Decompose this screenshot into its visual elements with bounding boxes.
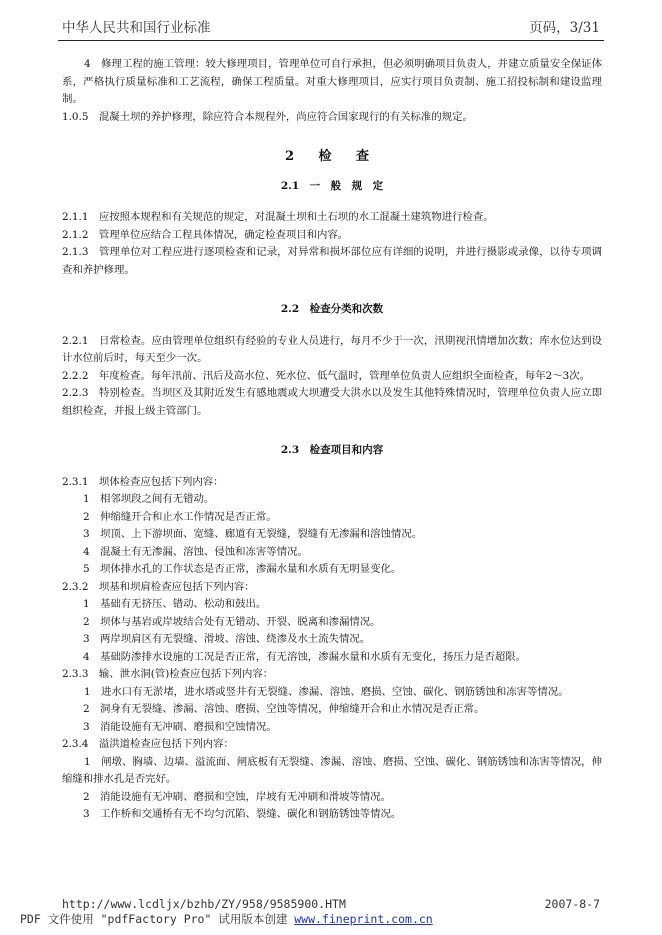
list-item: 1 基础有无挤压、错动、松动和鼓出。 [83,598,267,610]
list-item: 1 相邻坝段之间有无错动。 [83,493,215,505]
clause: 2.2.1 日常检查。应由管理单位组织有经验的专业人员进行，每月不少于一次，汛期视汛情增加次数；库水位达到设计水位前后时，每天至少一次。 [62,334,602,364]
clause: 2.1.1 应按照本规程和有关规范的规定，对混凝土坝和土石坝的水工混凝土建筑物进行检查。 [62,211,494,223]
page-header [62,16,600,38]
list-item: 2 坝体与基岩或岸坡结合处有无错动、开裂、脱离和渗漏情况。 [83,615,381,628]
list-item: 4 混凝土有无渗漏、溶蚀、侵蚀和冻害等情况。 [83,545,308,558]
clause-lead: 2.3.1 坝体检查应包括下列内容： [62,475,224,488]
clause-lead: 2.3.4 溢洪道检查应包括下列内容： [62,738,234,750]
clause-lead: 2.3.2 坝基和坝肩检查应包括下列内容： [62,580,255,593]
clause-lead: 2.3.3 输、泄水洞(管)检查应包括下列内容： [62,668,274,680]
section-title: 2.2 检查分类和次数 [280,303,384,315]
intro-paragraph: 4 修理工程的施工管理：较大修理项目，管理单位可自行承担，但必须明确项目负责人，并建立质量安全保证体系，严格执行质量标准和工艺流程，确保工程质量。对重大修理项目，应实行项目负责制、施工招投标制和建设监理制。 [62,58,602,105]
print-date: 2007-8-7 [544,897,600,911]
section-title: 2.3 检查项目和内容 [280,444,384,456]
document-body [62,56,602,824]
clause: 2.2.3 特别检查。当坝区及其附近发生有感地震或大坝遭受大洪水以及发生其他特殊情况时，管理单位负责人应立即组织检查，并报上级主管部门。 [62,387,602,417]
clause: 2.1.3 管理单位对工程应进行逐项检查和记录，对异常和损坏部位应有详细的说明，并进行摄影或录像，以待专项调查和养护修理。 [62,246,602,276]
fineprint-link[interactable]: www.fineprint.com.cn [294,912,433,926]
list-item: 3 两岸坝肩区有无裂缝、滑坡、溶蚀、绕渗及水土流失情况。 [83,633,371,645]
chapter-title: 2 检 查 [284,149,380,164]
header-rule [58,40,604,41]
clause: 2.1.2 管理单位应结合工程具体情况，确定检查项目和内容。 [62,228,349,241]
list-item: 2 消能设施有无冲刷、磨损和空蚀，岸坡有无冲刷和滑坡等情况。 [83,790,391,803]
list-item: 5 坝体排水孔的工作状态是否正常，渗漏水量和水质有无明显变化。 [83,563,402,575]
list-item: 3 消能设施有无冲刷、磨损和空蚀情况。 [83,720,277,733]
intro-paragraph: 1.0.5 混凝土坝的养护修理，除应符合本规程外，尚应符合国家现行的有关标准的规定。 [62,110,473,123]
pdf-creator-text: PDF 文件使用 "pdfFactory Pro" 试用版本创建 [20,912,295,926]
list-item: 2 洞身有无裂缝、渗漏、溶蚀、磨损、空蚀等情况，伸缩缝开合和止水情况是否正常。 [83,703,485,715]
list-item: 1 进水口有无淤堵，进水塔或竖井有无裂缝、渗漏、溶蚀、磨损、空蚀、碳化、钢筋锈蚀和冻害等情况。 [84,685,569,698]
list-item: 2 伸缩缝开合和止水工作情况是否正常。 [83,510,277,523]
list-item: 3 坝顶、上下游坝面、宽缝、廊道有无裂缝，裂缝有无渗漏和溶蚀情况。 [83,528,423,540]
page-number: 页码，3/31 [529,20,600,36]
clause: 2.2.2 年度检查。每年汛前、汛后及高水位、死水位、低气温时，管理单位负责人应组织全面检查，每年2～3次。 [62,369,591,382]
list-item: 1 闸墩、胸墙、边墙、溢流面、闸底板有无裂缝、渗漏、溶蚀、磨损、空蚀、碳化、钢筋锈蚀和冻害等情况，伸缩缝和排水孔是否完好。 [62,755,602,785]
list-item: 3 工作桥和交通桥有无不均匀沉陷、裂缝、碳化和钢筋锈蚀等情况。 [83,808,402,820]
list-item: 4 基础防渗排水设施的工况是否正常，有无溶蚀，渗漏水量和水质有无变化，扬压力是否超限。 [83,650,527,663]
standard-title: 中华人民共和国行业标准 [62,20,211,36]
section-title: 2.1 一 般 规 定 [280,179,384,192]
source-url[interactable]: http://www.lcdljx/bzhb/ZY/958/9585900.HTM [62,897,346,911]
